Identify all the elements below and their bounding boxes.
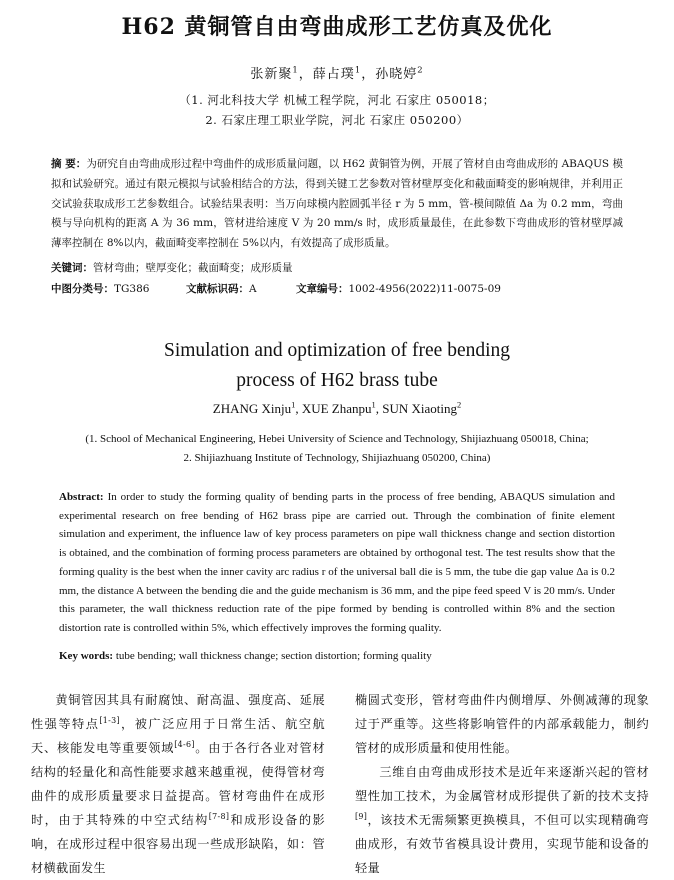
- body-paragraph: [31, 688, 325, 880]
- body-column-right: [355, 688, 649, 880]
- author-name: 薛占璞: [312, 67, 355, 82]
- author-separator: ,: [375, 401, 383, 416]
- chinese-affiliation-1: （1. 河北科技大学 机械工程学院，河北 石家庄 050018；: [179, 93, 495, 107]
- english-title-line-1: Simulation and optimization of free bending: [163, 340, 511, 361]
- body-column-left: [31, 688, 325, 880]
- body-text: 和成形设备的影响，在成形过程中很容易出现一些成形缺陷，如：管材横截面发生: [31, 813, 325, 875]
- author-separator: ，: [361, 67, 376, 82]
- author-sup: 1: [354, 64, 362, 75]
- body-text: ，该技术无需频繁更换模具，不但可以实现精确弯曲成形，有效节省模具设计费用，实现节能和设备的轻量: [355, 813, 649, 875]
- citation: [1-3]: [99, 715, 120, 725]
- chinese-abstract-label: 摘 要：: [51, 158, 87, 170]
- author-name: XUE Zhanpu: [301, 401, 372, 416]
- doc-code-label: 文献标识码：: [186, 283, 249, 295]
- english-title-line-2: process of H62 brass tube: [236, 370, 438, 391]
- doc-code-value: A: [249, 283, 257, 295]
- author-name: 孙晓婷: [375, 67, 418, 82]
- citation: [9]: [355, 811, 368, 821]
- article-no-value: 1002-4956(2022)11-0075-09: [348, 283, 501, 295]
- english-keywords-text: tube bending; wall thickness change; section distortion; forming quality: [115, 650, 432, 662]
- citation: [7-8]: [208, 811, 230, 821]
- citation: [4-6]: [174, 739, 195, 749]
- body-text: 黄铜管因其具有耐腐蚀、耐高温、强度高、延展性强等特点: [31, 693, 325, 731]
- author-sup: 2: [417, 64, 424, 75]
- chinese-abstract-text: 为研究自由弯曲成形过程中弯曲件的成形质量问题，以 H62 黄铜管为例，开展了管材自由弯曲成形的 ABAQUS 模拟和试验研究。通过有限元模拟与试验相结合的方法，得到关键工艺参数对管材壁厚变化和截面畸变的影响规律，并利用正交试验获取成形工艺参数组合。试验结果表明：当万向球模内腔圆弧半径 r 为 5 mm，管-模间隙值 Δa 为 0.2 mm，弯曲模与导向机构的距离 A 为 36 mm，管材进给速度 V 为 20 mm/s 时，成形质量最佳，在此参数下弯曲成形的管材壁厚减薄率控制在 8%以内，截面畸变率控制在 5%以内，有效提高了成形质量。: [51, 158, 623, 250]
- english-authors: [0, 401, 674, 417]
- body-text: 。由于各行各业对管材结构的轻量化和高性能要求越来越重视，使得管材弯曲件的成形质量要求日益提高。管材弯曲件在成形时，由于其特殊的中空式结构: [31, 741, 325, 827]
- chinese-keywords: [51, 260, 623, 275]
- english-affiliation-1: (1. School of Mechanical Engineering, Hebei University of Science and Technology, Shijiazhuang 050018, China;: [85, 433, 589, 445]
- body-paragraph: 椭圆式变形，管材弯曲件内侧增厚、外侧减薄的现象过于严重等。这些将影响管件的内部承载能力，制约管材的成形质量和使用性能。: [355, 693, 649, 755]
- author-sup: 1: [371, 399, 376, 410]
- clc-label: 中图分类号：: [51, 283, 114, 295]
- chinese-abstract: [51, 155, 623, 254]
- article-no-label: 文章编号：: [296, 283, 349, 295]
- english-affiliation-2: 2. Shijiazhuang Institute of Technology, Shijiazhuang 050200, China): [183, 452, 491, 464]
- chinese-title: H62 黄铜管自由弯曲成形工艺仿真及优化: [121, 14, 553, 40]
- author-sup: 1: [291, 399, 296, 410]
- author-sup: 1: [292, 64, 299, 75]
- english-keywords-label: Key words:: [59, 650, 114, 662]
- english-affiliations: [0, 430, 674, 468]
- english-abstract-label: Abstract:: [59, 491, 104, 503]
- body-text: ，被广泛应用于日常生活、航空航天、核能发电等重要领域: [31, 717, 326, 755]
- english-abstract: [59, 488, 615, 638]
- body-paragraph: [355, 760, 649, 880]
- chinese-affiliation-2: 2. 石家庄理工职业学院，河北 石家庄 050200）: [205, 113, 469, 127]
- english-abstract-text: In order to study the forming quality of bending parts in the process of free bending, ABAQUS simulation and experimental research on free bending of H62 brass pipe are carried out. Through the combination of finite element simulation and experiment, the influence law of key process parameters on pipe wall thickness change and section distortion is obtained, and the combination of forming process parameters are obtained by orthogonal test. The test results show that the forming quality is the best when the inner cavity arc radius r of the universal ball die is 5 mm, the tube die gap value Δa is 0.2 mm, the distance A between the bending die and the guide mechanism is 36 mm, and the pipe feed speed V is 20 mm/s. Under this parameter, the wall thickness reduction rate of the pipe formed by bending is controlled within 8% and the section distortion rate is controlled within 5%, which effectively improves the forming quality.: [59, 491, 616, 634]
- author-name: ZHANG Xinju: [212, 401, 292, 416]
- author-separator: ,: [295, 401, 302, 416]
- author-separator: ，: [298, 67, 313, 82]
- classification-line: [51, 281, 623, 296]
- author-name: 张新聚: [250, 67, 293, 82]
- chinese-authors: [0, 63, 674, 82]
- body-text: 三维自由弯曲成形技术是近年来逐渐兴起的管材塑性加工技术，为金属管材成形提供了新的技术支持: [355, 765, 649, 803]
- chinese-keywords-text: 管材弯曲；壁厚变化；截面畸变；成形质量: [93, 262, 293, 274]
- author-name: SUN Xiaoting: [382, 401, 457, 416]
- chinese-keywords-label: 关键词：: [51, 262, 93, 274]
- english-title: [0, 336, 674, 396]
- clc-value: TG386: [114, 283, 150, 295]
- author-sup: 2: [457, 399, 462, 410]
- english-keywords: [59, 650, 615, 662]
